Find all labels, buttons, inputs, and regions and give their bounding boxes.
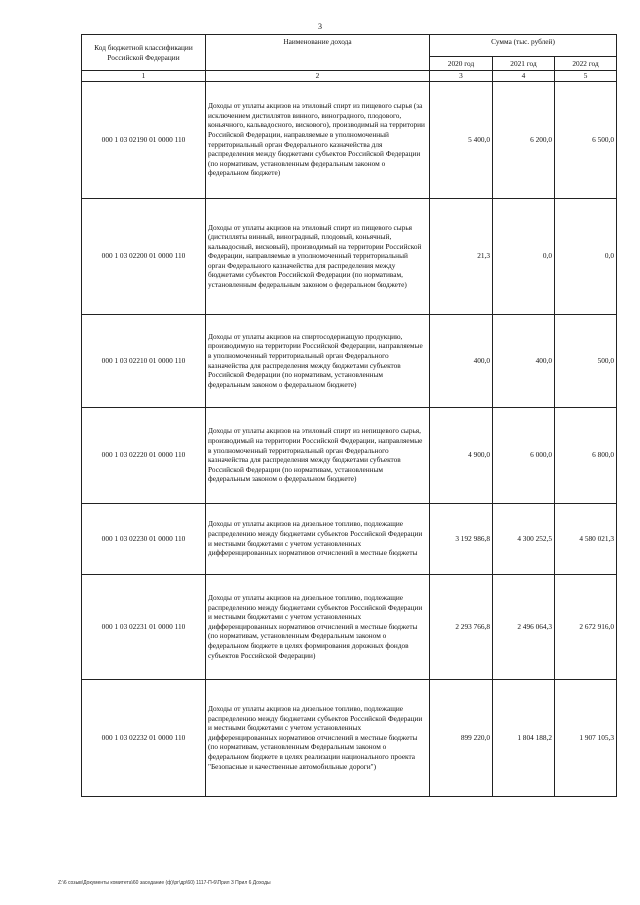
col-num: 4	[493, 71, 555, 82]
amount-2022: 500,0	[555, 314, 617, 407]
header-code: Код бюджетной классификации Российской Федерации	[82, 35, 206, 71]
amount-2022: 6 500,0	[555, 81, 617, 198]
header-year-2021: 2021 год	[493, 57, 555, 71]
revenue-table	[81, 34, 617, 797]
revenue-name: Доходы от уплаты акцизов на дизельное топливо, подлежащие распределению между бюджетами субъектов Российской Федерации и местными бюджетами с учетом установленных дифференцированных нормативов отчислений в местные бюджеты (по нормативам, установленным Федеральным законом о федеральном бюджете в целях формирования дорожных фондов субъектов Российской Федерации)	[206, 574, 430, 679]
amount-2020: 3 192 986,8	[430, 503, 493, 574]
amount-2020: 5 400,0	[430, 81, 493, 198]
page-number: 3	[318, 22, 322, 31]
amount-2022: 4 580 021,3	[555, 503, 617, 574]
amount-2022: 1 907 105,3	[555, 679, 617, 796]
header-sum: Сумма (тыс. рублей)	[430, 35, 617, 57]
header-row	[82, 35, 617, 57]
kbk-code: 000 1 03 02220 01 0000 110	[82, 407, 206, 503]
amount-2021: 6 000,0	[493, 407, 555, 503]
amount-2021: 400,0	[493, 314, 555, 407]
amount-2020: 899 220,0	[430, 679, 493, 796]
kbk-code: 000 1 03 02190 01 0000 110	[82, 81, 206, 198]
table-row	[82, 314, 617, 407]
kbk-code: 000 1 03 02200 01 0000 110	[82, 198, 206, 314]
column-number-row	[82, 71, 617, 82]
header-name: Наименование дохода	[206, 35, 430, 71]
col-num: 2	[206, 71, 430, 82]
revenue-name: Доходы от уплаты акцизов на спиртосодержащую продукцию, производимую на территории Российской Федерации, направляемые в уполномоченный территориальный орган Федерального казначейства для распределения между бюджетами субъектов Российской Федерации (по нормативам, установленным федеральным законом о федеральном бюджете)	[206, 314, 430, 407]
header-year-2020: 2020 год	[430, 57, 493, 71]
amount-2020: 21,3	[430, 198, 493, 314]
table-row	[82, 407, 617, 503]
col-num: 1	[82, 71, 206, 82]
amount-2021: 2 496 064,3	[493, 574, 555, 679]
col-num: 5	[555, 71, 617, 82]
amount-2021: 0,0	[493, 198, 555, 314]
amount-2022: 2 672 916,0	[555, 574, 617, 679]
revenue-name: Доходы от уплаты акцизов на этиловый спирт из непищевого сырья, производимый на территории Российской Федерации, направляемые в уполномоченный территориальный орган Федерального казначейства для распределения между бюджетами субъектов Российской Федерации (по нормативам, установленным федеральным законом о федеральном бюджете)	[206, 407, 430, 503]
kbk-code: 000 1 03 02232 01 0000 110	[82, 679, 206, 796]
amount-2020: 400,0	[430, 314, 493, 407]
kbk-code: 000 1 03 02230 01 0000 110	[82, 503, 206, 574]
amount-2020: 2 293 766,8	[430, 574, 493, 679]
revenue-name: Доходы от уплаты акцизов на этиловый спирт из пищевого сырья (за исключением дистиллятов винного, виноградного, плодового, коньячного, кальвадосного, вискового), производимый на территории Российской Федерации, направляемые в уполномоченный территориальный орган Федерального казначейства для распределения между бюджетами субъектов Российской Федерации (по нормативам, установленным федеральным законом о федеральном бюджете)	[206, 81, 430, 198]
revenue-name: Доходы от уплаты акцизов на этиловый спирт из пищевого сырья (дистилляты винный, виноградный, плодовый, коньячный, кальвадосный, висковый), производимый на территории Российской Федерации, направляемые в уполномоченный территориальный орган Федерального казначейства для распределения между бюджетами субъектов Российской Федерации (по нормативам, установленным федеральным законом о федеральном бюджете)	[206, 198, 430, 314]
revenue-name: Доходы от уплаты акцизов на дизельное топливо, подлежащие распределению между бюджетами субъектов Российской Федерации и местными бюджетами с учетом установленных дифференцированных нормативов отчислений в местные бюджеты (по нормативам, установленным Федеральным законом о федеральном бюджете в целях реализации национального проекта "Безопасные и качественные автомобильные дороги")	[206, 679, 430, 796]
table-row	[82, 679, 617, 796]
amount-2021: 6 200,0	[493, 81, 555, 198]
table-row	[82, 503, 617, 574]
table-row	[82, 81, 617, 198]
col-num: 3	[430, 71, 493, 82]
kbk-code: 000 1 03 02231 01 0000 110	[82, 574, 206, 679]
kbk-code: 000 1 03 02210 01 0000 110	[82, 314, 206, 407]
amount-2020: 4 900,0	[430, 407, 493, 503]
amount-2021: 4 300 252,5	[493, 503, 555, 574]
table-row	[82, 574, 617, 679]
footer-file-path: Z:\6 созыв\Документы комитета\60 заседание (ф)\рг\др\60) 1117-П-6\Прил 3 Прил 6 Доходы	[58, 880, 271, 886]
amount-2022: 6 800,0	[555, 407, 617, 503]
header-year-2022: 2022 год	[555, 57, 617, 71]
amount-2022: 0,0	[555, 198, 617, 314]
amount-2021: 1 804 188,2	[493, 679, 555, 796]
revenue-name: Доходы от уплаты акцизов на дизельное топливо, подлежащие распределению между бюджетами субъектов Российской Федерации и местными бюджетами с учетом установленных дифференцированных нормативов отчислений в местные бюджеты	[206, 503, 430, 574]
table-row	[82, 198, 617, 314]
